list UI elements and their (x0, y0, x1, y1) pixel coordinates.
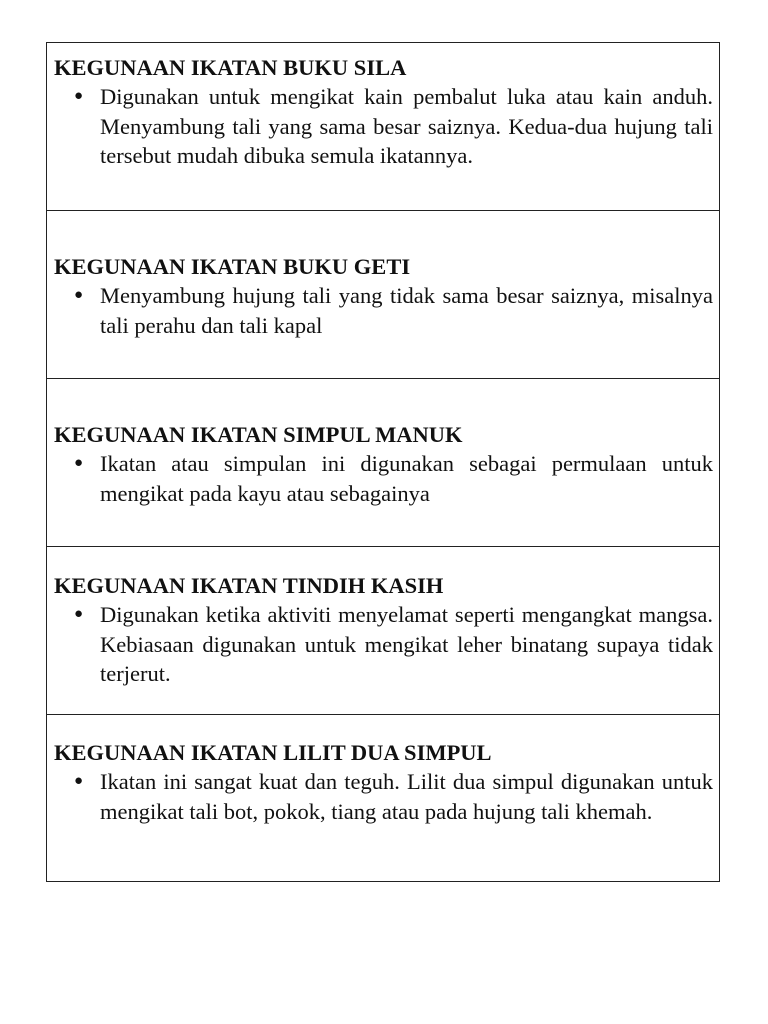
section-heading: KEGUNAAN IKATAN TINDIH KASIH (54, 573, 444, 598)
bullet-text: Ikatan ini sangat kuat dan teguh. Lilit dua simpul digunakan untuk mengikat tali bot, pokok, tiang atau pada hujung tali khemah. (100, 769, 713, 824)
section-lilit-dua-simpul (47, 715, 719, 881)
section-heading: KEGUNAAN IKATAN LILIT DUA SIMPUL (54, 740, 492, 765)
bullet-item (74, 767, 713, 826)
bullet-item (74, 449, 713, 508)
section-tindih-kasih (47, 547, 719, 715)
section-simpul-manuk (47, 379, 719, 547)
bullet-icon: ● (74, 773, 84, 789)
section-buku-geti (47, 211, 719, 379)
bullet-text: Digunakan untuk mengikat kain pembalut luka atau kain anduh. Menyambung tali yang sama besar saiznya. Kedua-dua hujung tali tersebut mudah dibuka semula ikatannya. (100, 84, 713, 168)
bullet-text: Menyambung hujung tali yang tidak sama besar saiznya, misalnya tali perahu dan tali kapal (100, 283, 713, 338)
knot-usage-table (46, 42, 720, 882)
bullet-icon: ● (74, 606, 84, 622)
section-buku-sila (47, 43, 719, 211)
bullet-item (74, 281, 713, 340)
bullet-text: Digunakan ketika aktiviti menyelamat seperti mengangkat mangsa. Kebiasaan digunakan untuk mengikat leher binatang supaya tidak terjerut. (100, 602, 713, 686)
section-heading: KEGUNAAN IKATAN BUKU GETI (54, 254, 411, 279)
bullet-item (74, 82, 713, 171)
bullet-icon: ● (74, 88, 84, 104)
bullet-item (74, 600, 713, 689)
section-heading: KEGUNAAN IKATAN BUKU SILA (54, 55, 407, 80)
bullet-text: Ikatan atau simpulan ini digunakan sebagai permulaan untuk mengikat pada kayu atau sebagainya (100, 451, 713, 506)
bullet-icon: ● (74, 287, 84, 303)
bullet-icon: ● (74, 455, 84, 471)
section-heading: KEGUNAAN IKATAN SIMPUL MANUK (54, 422, 463, 447)
